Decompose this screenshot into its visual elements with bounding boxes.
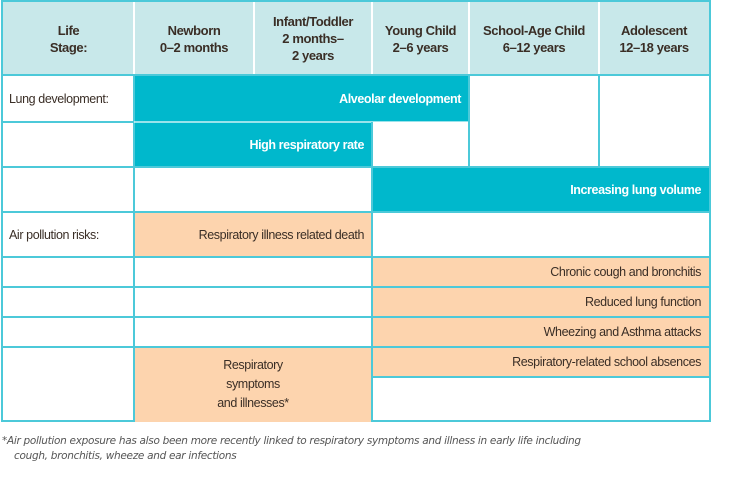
lung-development-label: Lung development: — [9, 91, 109, 106]
footnote — [2, 434, 722, 464]
grid-line — [134, 121, 469, 123]
grid-line — [468, 75, 470, 167]
bar-wheezing-asthma: Wheezing and Asthma attacks — [372, 317, 709, 347]
header-life-stage-line1: Life — [57, 22, 80, 38]
bar-reduced-lung-function: Reduced lung function — [372, 287, 709, 317]
symptoms-line3: and illnesses* — [217, 396, 289, 410]
grid-line — [3, 166, 709, 168]
grid-line — [371, 122, 373, 167]
bar-respiratory-symptoms — [134, 347, 372, 422]
grid-line — [3, 121, 134, 123]
grid-line — [598, 75, 600, 167]
header-stage-range: 12–18 years — [619, 39, 689, 55]
header-life-stage-line2: Stage: — [49, 39, 88, 55]
header-stage-range: 2 years — [291, 48, 335, 63]
bar-high-respiratory-rate: High respiratory rate — [134, 122, 372, 167]
footnote-line2: cough, bronchitis, wheeze and ear infections — [14, 450, 237, 462]
header-adolescent — [599, 2, 709, 75]
bar-chronic-cough-bronchitis: Chronic cough and bronchitis — [372, 257, 709, 287]
header-newborn — [134, 2, 254, 75]
header-stage-range: 2 months– — [282, 31, 344, 46]
header-stage-name: School-Age Child — [483, 22, 585, 38]
bar-school-absences: Respiratory-related school absences — [372, 347, 709, 377]
header-infant-toddler — [254, 2, 372, 75]
header-life-stage — [3, 2, 134, 75]
header-stage-range: 6–12 years — [502, 39, 566, 55]
header-school-age-child — [469, 2, 599, 75]
grid-line — [3, 256, 709, 258]
header-stage-name: Young Child — [384, 22, 457, 38]
grid-line — [3, 211, 709, 213]
header-stage-name: Infant/Toddler — [272, 14, 354, 29]
header-divider — [598, 2, 600, 75]
bar-respiratory-illness-death: Respiratory illness related death — [134, 212, 372, 257]
header-young-child — [372, 2, 469, 75]
header-divider — [133, 2, 135, 75]
grid-line — [3, 346, 709, 348]
footnote-line1: *Air pollution exposure has also been more recently linked to respiratory symptoms and illness in early life including — [2, 435, 581, 447]
life-stage-table — [1, 0, 711, 422]
header-divider — [371, 2, 373, 75]
grid-line — [3, 316, 709, 318]
grid-line — [371, 167, 373, 212]
header-stage-range: 2–6 years — [392, 39, 449, 55]
grid-line — [3, 74, 709, 76]
symptoms-line1: Respiratory — [223, 358, 283, 372]
air-pollution-risks-label: Air pollution risks: — [9, 227, 99, 242]
header-divider — [253, 2, 255, 75]
bar-increasing-lung-volume: Increasing lung volume — [372, 167, 709, 212]
grid-line — [3, 286, 709, 288]
symptoms-line2: symptoms — [226, 377, 280, 391]
header-divider — [468, 2, 470, 75]
grid-line — [372, 376, 709, 378]
header-stage-name: Newborn — [167, 22, 221, 38]
grid-line — [133, 75, 135, 422]
header-stage-range: 0–2 months — [159, 39, 229, 55]
bar-alveolar-development: Alveolar development — [134, 75, 469, 122]
header-stage-name: Adolescent — [620, 22, 688, 38]
